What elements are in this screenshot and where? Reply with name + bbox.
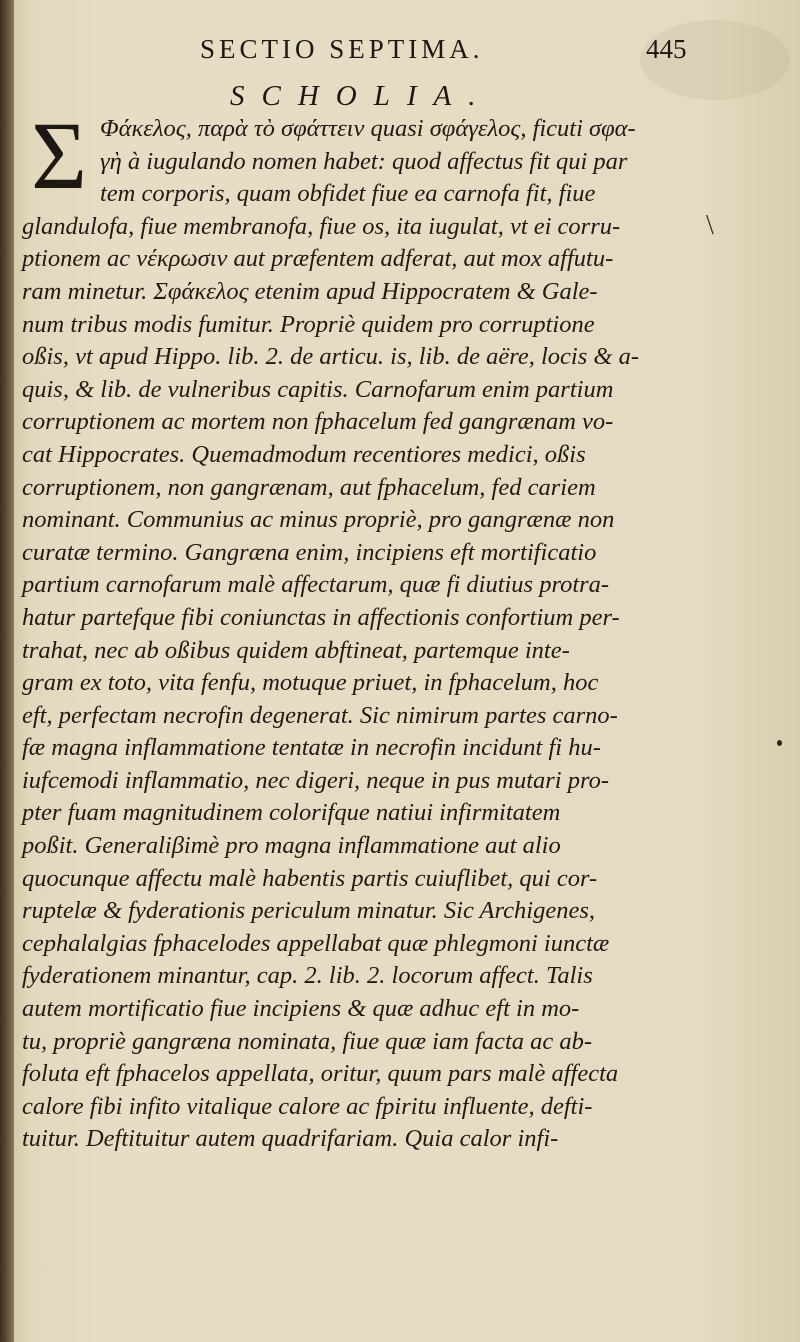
text-line: corruptionem, non gangrænam, aut fphacelum, fed cariem bbox=[22, 473, 596, 501]
text-line: ruptelæ & fyderationis periculum minatur. Sic Archigenes, bbox=[22, 897, 595, 925]
text-line: hatur partefque fibi coniunctas in affectionis confortium per- bbox=[22, 603, 620, 631]
margin-pen-stroke: \ bbox=[706, 210, 714, 241]
text-line: fæ magna inflammatione tentatæ in necrofin incidunt fi hu- bbox=[22, 734, 601, 762]
running-head: SECTIO SEPTIMA. bbox=[200, 34, 484, 64]
text-line: nominant. Communius ac minus propriè, pro gangrænæ non bbox=[22, 506, 615, 534]
text-line: poßit. Generaliβimè pro magna inflammatione aut alio bbox=[22, 832, 561, 860]
page-number: 445 bbox=[646, 34, 687, 64]
text-line: cephalalgias fphacelodes appellabat quæ phlegmoni iunctæ bbox=[22, 929, 610, 957]
text-line: foluta eft fphacelos appellata, oritur, quum pars malè affecta bbox=[22, 1060, 619, 1088]
text-line: fyderationem minantur, cap. 2. lib. 2. locorum affect. Talis bbox=[22, 962, 593, 990]
text-line: Φάκελος, παρὰ τὸ σφάττειν quasi σφάγελος, ficuti σφα- bbox=[100, 115, 636, 142]
text-line: ptionem ac νέκρωσιν aut præfentem adferat, aut mox affutu- bbox=[22, 245, 614, 273]
text-line: ram minetur. Σφάκελος etenim apud Hippocratem & Gale- bbox=[22, 277, 598, 305]
text-line: quocunque affectu malè habentis partis cuiuflibet, qui cor- bbox=[22, 864, 598, 892]
text-line: partium carnofarum malè affectarum, quæ fi diutius protra- bbox=[22, 571, 610, 599]
text-line: tu, propriè gangræna nominata, fiue quæ iam facta ac ab- bbox=[22, 1027, 593, 1055]
text-line: glandulofa, fiue membranofa, fiue os, ita iugulat, vt ei corru- bbox=[22, 212, 621, 240]
text-line: iufcemodi inflammatio, nec digeri, neque in pus mutari pro- bbox=[22, 766, 610, 794]
text-line: num tribus modis fumitur. Propriè quidem pro corruptione bbox=[22, 310, 595, 338]
scholia-body-text bbox=[22, 102, 712, 1156]
text-line: oßis, vt apud Hippo. lib. 2. de articu. is, lib. de aëre, locis & a- bbox=[22, 343, 639, 371]
drop-cap-initial: Σ bbox=[31, 102, 87, 209]
text-line: quis, & lib. de vulneribus capitis. Carnofarum enim partium bbox=[22, 375, 614, 403]
text-line: pter fuam magnitudinem colorifque natiui infirmitatem bbox=[22, 799, 561, 827]
text-line: corruptionem ac mortem non fphacelum fed gangrænam vo- bbox=[22, 408, 614, 436]
text-line: gram ex toto, vita fenfu, motuque priuet, in fphacelum, hoc bbox=[22, 669, 599, 697]
text-line: tuitur. Deftituitur autem quadrifariam. Quia calor infi- bbox=[22, 1125, 559, 1153]
text-line: trahat, nec ab oßibus quidem abftineat, partemque inte- bbox=[22, 636, 570, 664]
text-line: curatæ termino. Gangræna enim, incipiens eft mortificatio bbox=[22, 538, 597, 566]
text-line: autem mortificatio fiue incipiens & quæ adhuc eft in mo- bbox=[22, 995, 580, 1023]
text-line: tem corporis, quam obfidet fiue ea carnofa fit, fiue bbox=[100, 180, 596, 208]
text-line: γὴ à iugulando nomen habet: quod affectus fit qui par bbox=[100, 147, 628, 175]
text-line: calore fibi infito vitalique calore ac fpiritu influente, defti- bbox=[22, 1092, 593, 1120]
binding-gutter bbox=[0, 0, 14, 1342]
text-line: eft, perfectam necrofin degenerat. Sic nimirum partes carno- bbox=[22, 701, 618, 729]
ink-dot bbox=[777, 740, 782, 746]
text-line: cat Hippocrates. Quemadmodum recentiores medici, oßis bbox=[22, 440, 586, 468]
section-title: SCHOLIA. bbox=[230, 80, 493, 112]
